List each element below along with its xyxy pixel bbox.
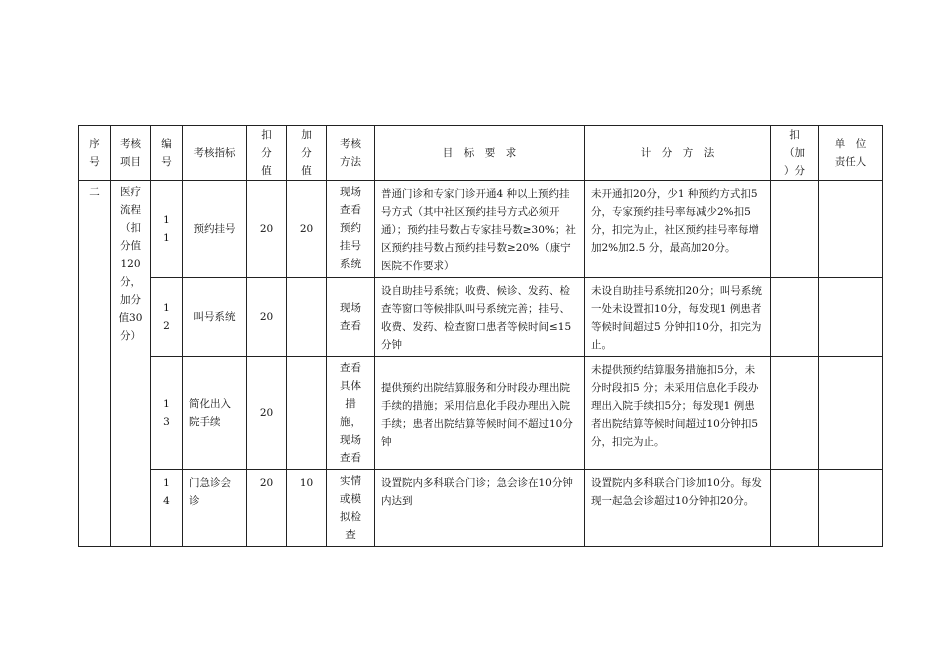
section-item: 医疗 流程 （扣 分值 120 分， 加分 值30 分） (118, 186, 143, 342)
header-item: 考核 项目 (111, 126, 151, 181)
row-deduct: 20 (247, 357, 287, 470)
row-target: 提供预约出院结算服务和分时段办理出院手续的措施；采用信息化手段办理出入院手续；患者出院结算等候时间不超过10分钟 (375, 357, 585, 470)
row-bonus (287, 357, 327, 470)
table-row (79, 470, 883, 547)
row-scoring: 设置院内多科联合门诊加10分。每发现一起急会诊超过10分钟扣20分。 (585, 470, 771, 547)
header-bonus: 加 分 值 (287, 126, 327, 181)
section-seq-cell (79, 181, 111, 547)
row-owner (819, 470, 883, 547)
row-score (771, 470, 819, 547)
row-indicator: 叫号系统 (183, 278, 247, 357)
header-score: 扣 （加 ）分 (771, 126, 819, 181)
row-indicator: 简化出入院手续 (183, 357, 247, 470)
header-code: 编 号 (151, 126, 183, 181)
row-target: 普通门诊和专家门诊开通4 种以上预约挂号方式（其中社区预约挂号方式必须开通）；预约挂号数占专家挂号数≥30%；社区预约挂号数占预约挂号数≥20%（康宁医院不作要求） (375, 181, 585, 278)
row-bonus: 20 (287, 181, 327, 278)
row-score (771, 278, 819, 357)
row-bonus: 10 (287, 470, 327, 547)
header-target: 目 标 要 求 (375, 126, 585, 181)
row-scoring: 未设自助挂号系统扣20分；叫号系统一处未设置扣10分，每发现1 例患者等候时间超过5 分钟扣10分，扣完为止。 (585, 278, 771, 357)
row-indicator: 门急诊会诊 (183, 470, 247, 547)
header-scoring: 计 分 方 法 (585, 126, 771, 181)
header-indicator: 考核指标 (183, 126, 247, 181)
row-target: 设自助挂号系统；收费、候诊、发药、检查等窗口等候排队叫号系统完善；挂号、收费、发药、检查窗口患者等候时间≤15分钟 (375, 278, 585, 357)
row-scoring: 未提供预约结算服务措施扣5分，未分时段扣5 分；未采用信息化手段办理出入院手续扣5分；每发现1 例患者出院结算等候时间超过10分钟扣5 分，扣完为止。 (585, 357, 771, 470)
row-method: 现场 查看 预约 挂号 系统 (327, 181, 375, 278)
row-deduct: 20 (247, 278, 287, 357)
section-item-cell (111, 181, 151, 547)
row-method: 查看 具体 措 施， 现场 查看 (327, 357, 375, 470)
header-method: 考核 方法 (327, 126, 375, 181)
row-code: 1 1 (151, 181, 183, 278)
assessment-table (78, 125, 883, 547)
row-owner (819, 278, 883, 357)
header-row (79, 126, 883, 181)
table-row (79, 181, 883, 278)
row-scoring: 未开通扣20分，少1 种预约方式扣5 分，专家预约挂号率每减少2%扣5 分，扣完为止，社区预约挂号率每增加2%加2.5 分，最高加20分。 (585, 181, 771, 278)
table-row (79, 278, 883, 357)
row-score (771, 357, 819, 470)
row-owner (819, 181, 883, 278)
row-score (771, 181, 819, 278)
row-method: 现场 查看 (327, 278, 375, 357)
row-bonus (287, 278, 327, 357)
row-code: 1 4 (151, 470, 183, 547)
header-deduct: 扣 分 值 (247, 126, 287, 181)
row-target: 设置院内多科联合门诊；急会诊在10分钟内达到 (375, 470, 585, 547)
section-seq: 二 (89, 186, 100, 198)
row-code: 1 2 (151, 278, 183, 357)
row-indicator: 预约挂号 (183, 181, 247, 278)
header-seq: 序 号 (79, 126, 111, 181)
table-row (79, 357, 883, 470)
row-deduct: 20 (247, 470, 287, 547)
row-owner (819, 357, 883, 470)
row-code: 1 3 (151, 357, 183, 470)
row-method: 实情 或模 拟检 查 (327, 470, 375, 547)
row-deduct: 20 (247, 181, 287, 278)
header-owner: 单 位 责任人 (819, 126, 883, 181)
